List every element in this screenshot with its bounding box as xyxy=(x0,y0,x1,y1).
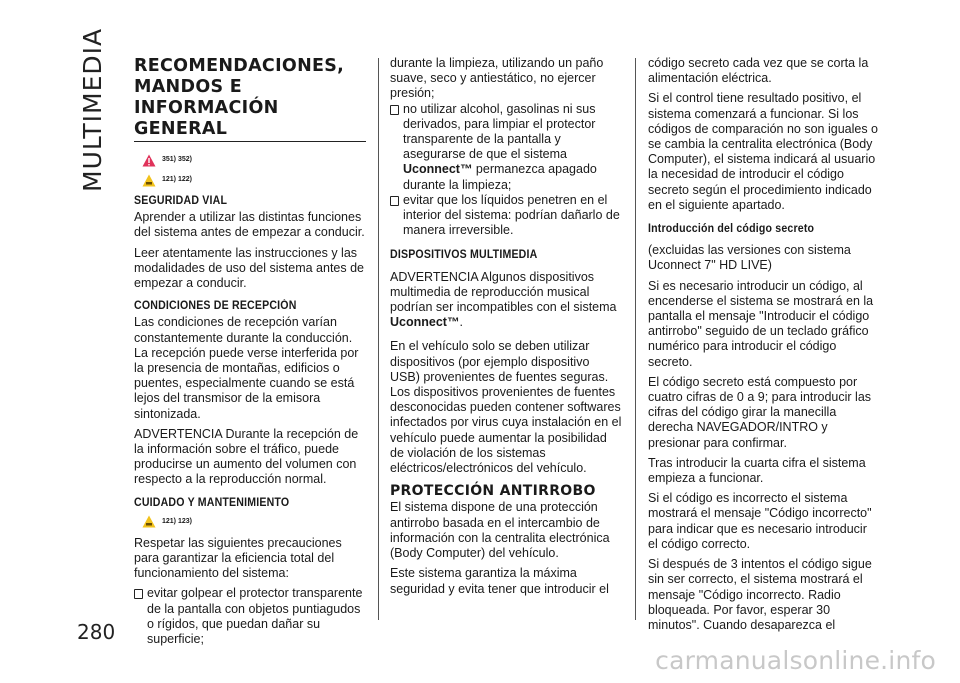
paragraph: En el vehículo solo se deben utilizar dispositivos (por ejemplo dispositivo USB) provenientes de fuentes seguras. Los dispositivos provenientes de fuentes desconocidas pueden contener softwares infectados por virus cuya instalación en el vehículo puede aumentar la posibilidad de violación de los sistemas eléctricos/electrónicos del vehículo. xyxy=(390,339,622,476)
checkbox-bullet-icon xyxy=(390,105,399,115)
checkbox-bullet-icon xyxy=(134,589,143,599)
heading-dispositivos: DISPOSITIVOS MULTIMEDIA xyxy=(390,249,538,262)
paragraph: Si es necesario introducir un código, al encenderse el sistema se mostrará en la pantalla el mensaje "Introducir el código antirrobo" seguido de un teclado gráfico numérico para introducir el código secreto. xyxy=(648,278,874,369)
warning-triangle-yellow-icon xyxy=(142,515,156,528)
warning-refs: 351) 352) xyxy=(162,156,192,164)
text-span: permanezca apagado durante la limpieza; xyxy=(403,162,597,192)
brand-name: Uconnect™ xyxy=(390,315,460,330)
list-item xyxy=(390,102,622,193)
paragraph: Las condiciones de recepción varían constantemente durante la conducción. La recepción puede verse interferida por la presencia de montañas, edificios o puentes, especialmente cuando se está lejos del transmisor de la emisora sintonizada. xyxy=(134,315,359,421)
paragraph: ADVERTENCIA Durante la recepción de la información sobre el tráfico, puede producirse un aumento del volumen con respecto a la reproducción normal. xyxy=(134,426,359,487)
column-divider xyxy=(378,58,379,620)
warning-ref-row xyxy=(142,150,366,170)
heading-antirrobo: PROTECCIÓN ANTIRROBO xyxy=(390,483,596,500)
paragraph: código secreto cada vez que se corta la alimentación eléctrica. xyxy=(648,56,869,86)
column-1 xyxy=(134,56,366,647)
heading-recepcion: CONDICIONES DE RECEPCIÓN xyxy=(134,300,297,313)
column-3 xyxy=(648,56,880,638)
text-span: no utilizar alcohol, gasolinas ni sus derivados, para limpiar el protector transparente de la pantalla y asegurarse de que el sistema xyxy=(403,101,596,162)
column-divider xyxy=(635,58,636,620)
paragraph: Leer atentamente las instrucciones y las modalidades de uso del sistema antes de empezar a conducir. xyxy=(134,245,365,291)
heading-seguridad: SEGURIDAD VIAL xyxy=(134,195,228,207)
warning-refs: 121) 122) xyxy=(162,176,192,184)
paragraph: Tras introducir la cuarta cifra el sistema empieza a funcionar. xyxy=(648,455,866,486)
list-item-text: evitar que los líquidos penetren en el interior del sistema: podrían dañarlo de manera irreversible. xyxy=(403,192,620,238)
paragraph: El sistema dispone de una protección antirrobo basada en el intercambio de información con la centralita electrónica (Body Computer) del vehículo. xyxy=(390,500,610,561)
warning-ref-row xyxy=(142,170,366,190)
warning-triangle-yellow-icon xyxy=(142,174,156,187)
page-title: RECOMENDACIONES, MANDOS E INFORMACIÓN GENERAL xyxy=(134,56,366,142)
paragraph: (excluidas las versiones con sistema Uconnect 7" HD LIVE) xyxy=(648,243,851,273)
heading-codigo: Introducción del código secreto xyxy=(648,223,815,236)
paragraph: Este sistema garantiza la máxima seguridad y evita tener que introducir el xyxy=(390,566,609,596)
checkbox-bullet-icon xyxy=(390,196,399,206)
paragraph: Si el código es incorrecto el sistema mostrará el mensaje "Código incorrecto" para indicar que es necesario introducir el código correcto. xyxy=(648,491,872,551)
paragraph: Respetar las siguientes precauciones para garantizar la eficiencia total del funcionamiento del sistema: xyxy=(134,535,342,581)
paragraph xyxy=(390,270,622,331)
list-item xyxy=(390,193,622,239)
warning-ref-row xyxy=(142,512,366,532)
page-number: 280 xyxy=(77,620,116,644)
text-span: ADVERTENCIA Algunos dispositivos multimedia de reproducción musical podrían ser incompatibles con el sistema xyxy=(390,269,617,315)
section-side-title: MULTIMEDIA xyxy=(78,27,107,192)
paragraph: durante la limpieza, utilizando un paño suave, seco y antiestático, no ejercer presión; xyxy=(390,56,604,101)
heading-cuidado: CUIDADO Y MANTENIMIENTO xyxy=(134,496,290,509)
paragraph: Aprender a utilizar las distintas funciones del sistema antes de empezar a conducir. xyxy=(134,210,365,240)
paragraph: Si después de 3 intentos el código sigue sin ser correcto, el sistema mostrará el mensaje "Código incorrecto. Radio bloqueada. Por favor, esperar 30 minutos". Cuando desaparezca el xyxy=(648,557,872,632)
column-2 xyxy=(390,56,622,602)
watermark: carmanualsonline.info xyxy=(655,646,936,675)
warning-triangle-red-icon xyxy=(142,154,156,167)
paragraph: El código secreto está compuesto por cuatro cifras de 0 a 9; para introducir las cifras del código girar la manecilla derecha NAVEGADOR/INTRO y presionar para confirmar. xyxy=(648,374,872,450)
brand-name: Uconnect™ xyxy=(403,162,473,177)
list-item xyxy=(134,586,366,647)
list-item-text xyxy=(403,102,622,193)
text-span: . xyxy=(459,315,463,330)
warning-refs: 121) 123) xyxy=(162,518,192,526)
paragraph: Si el control tiene resultado positivo, el sistema comenzará a funcionar. Si los códigos de comparación no son iguales o se cambia la centralita electrónica (Body Computer), el sistema indicará al usuario la necesidad de introducir el código secreto según el procedimiento indicado en el siguiente apartado. xyxy=(648,91,879,212)
list-item-text: evitar golpear el protector transparente de la pantalla con objetos puntiagudos o rígidos, que puedan dañar su superficie; xyxy=(147,586,363,647)
